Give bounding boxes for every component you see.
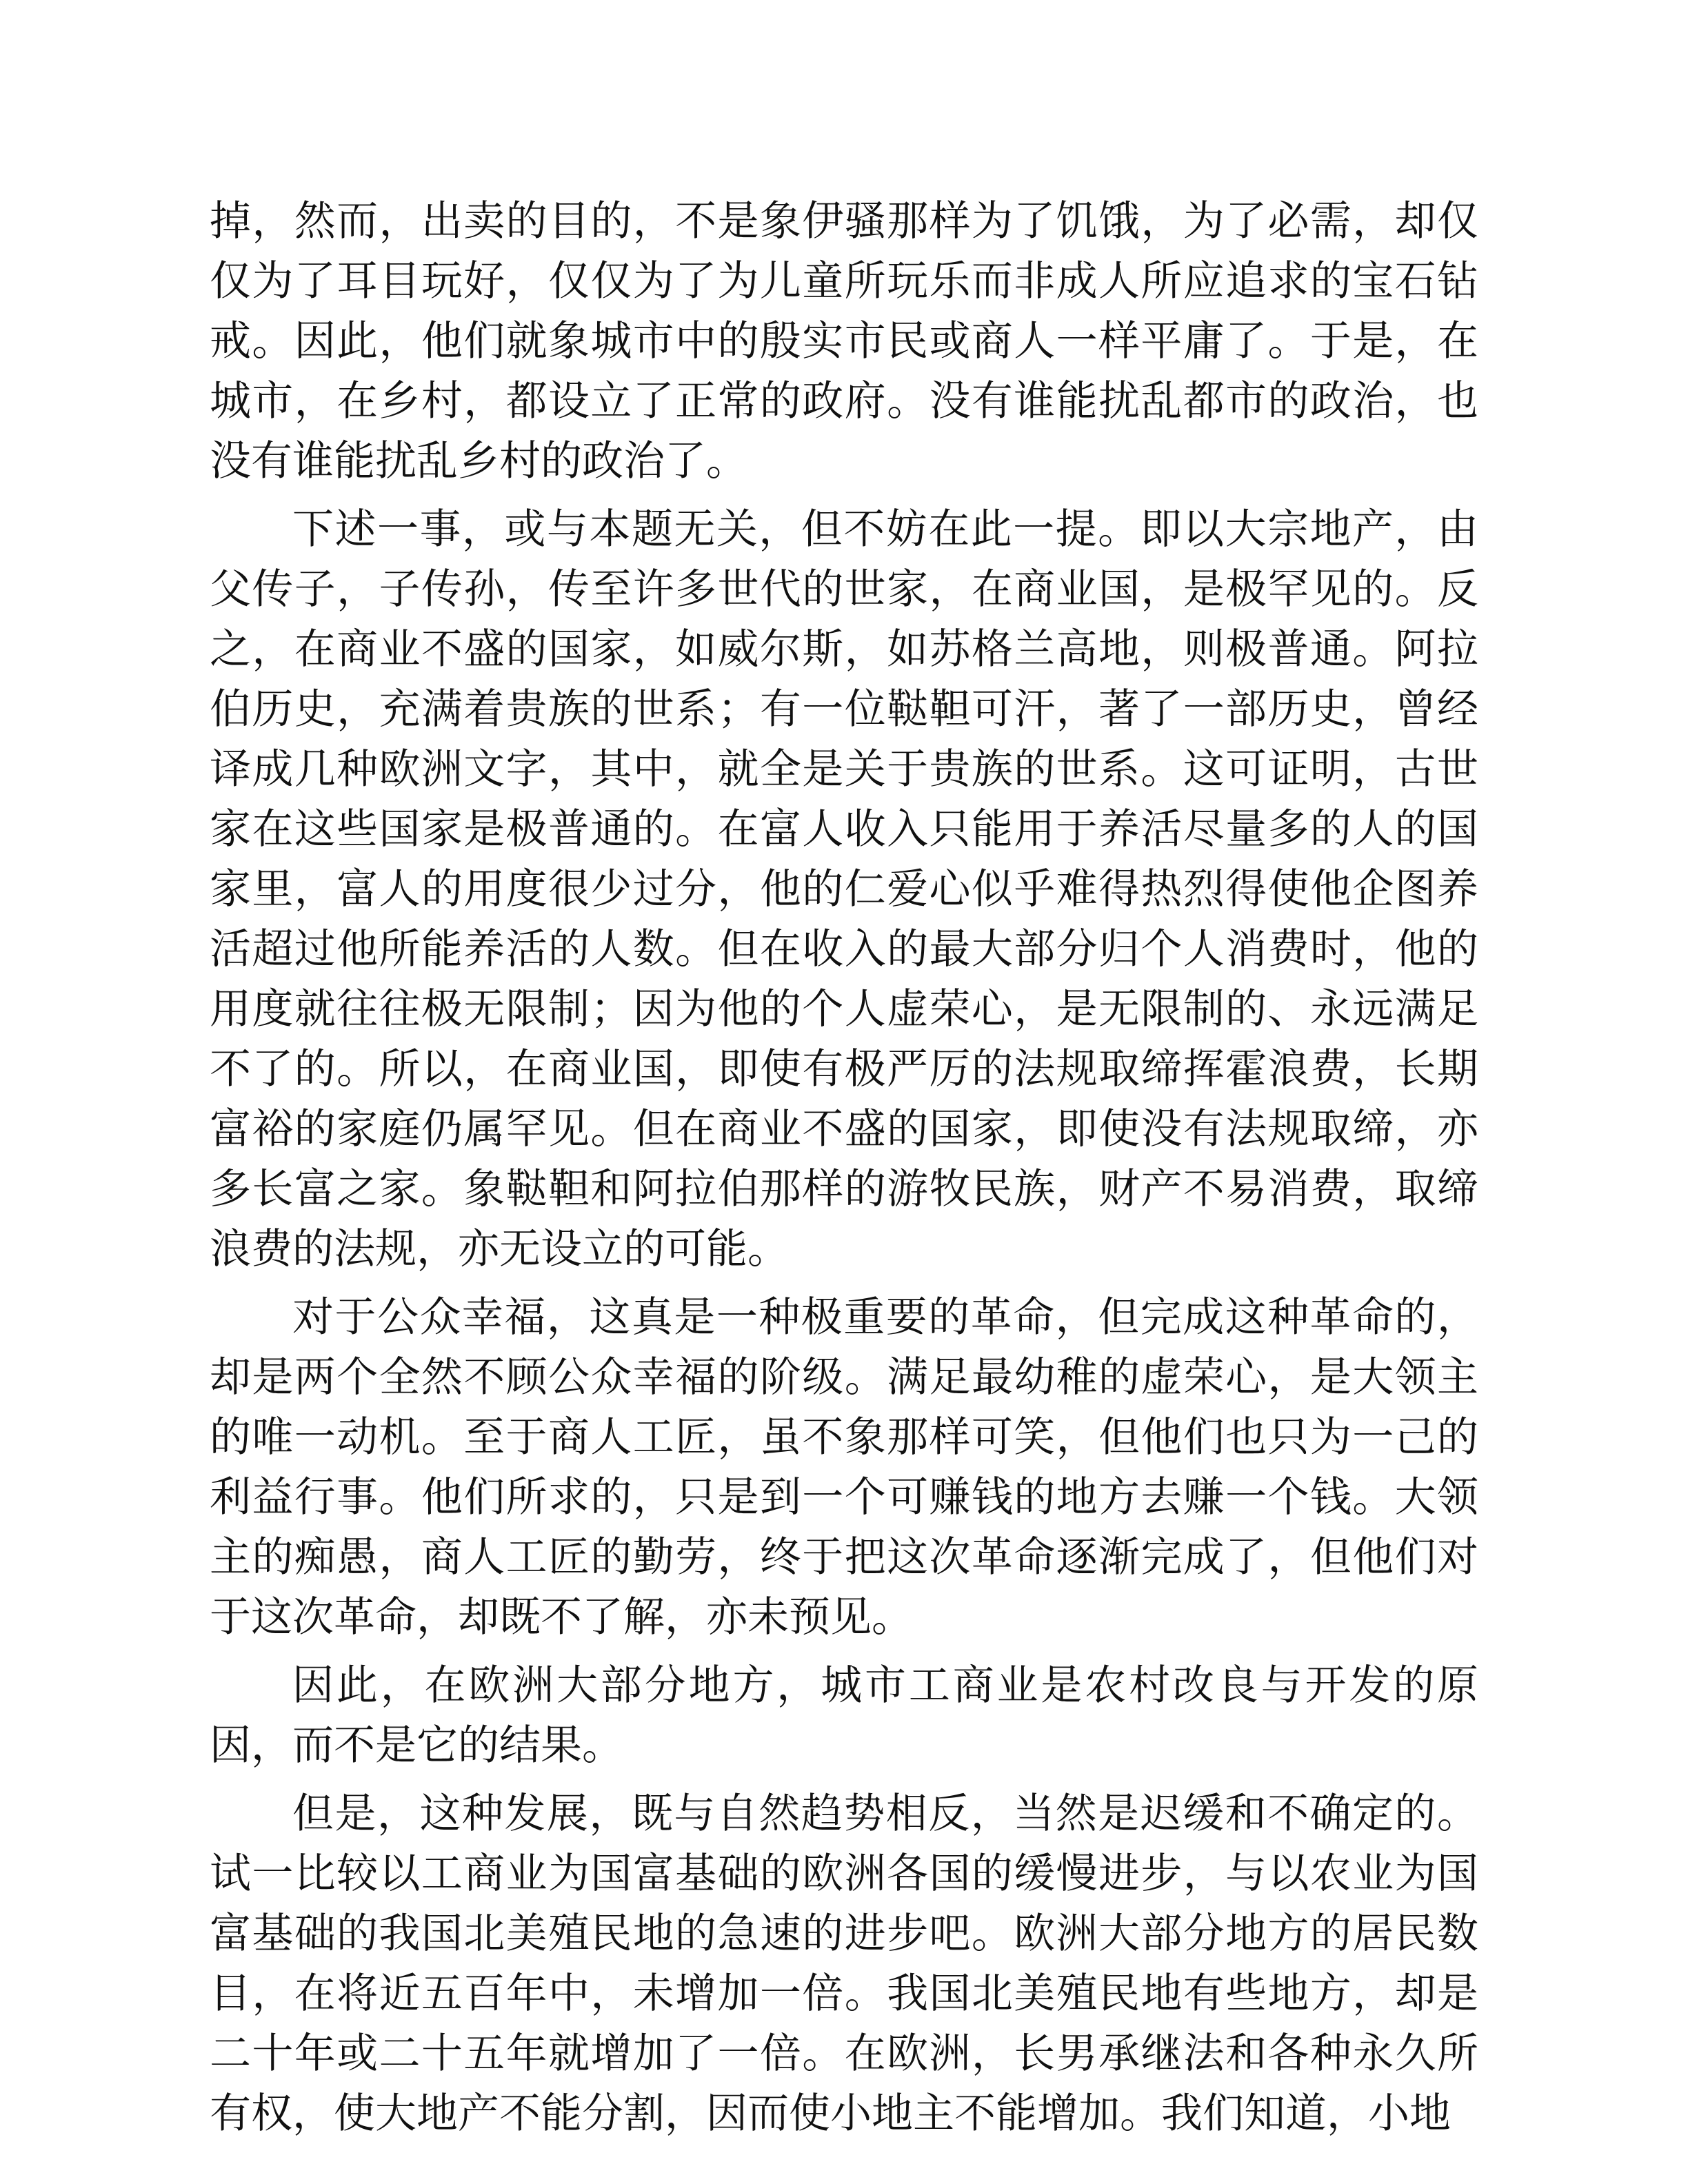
body-text: [210, 192, 1478, 2152]
paragraph: 但是，这种发展，既与自然趋势相反，当然是迟缓和不确定的。试一比较以工商业为国富基础的欧洲各国的缓慢进步，与以农业为国富基础的我国北美殖民地的急速的进步吧。欧洲大部分地方的居民数目，在将近五百年中，未增加一倍。我国北美殖民地有些地方，却是二十年或二十五年就增加了一倍。在欧洲，长男承继法和各种永久所有权，使大地产不能分割，因而使小地主不能增加。我们知道，小地: [210, 1790, 1478, 2138]
paragraph: 下述一事，或与本题无关，但不妨在此一提。即以大宗地产，由父传子，子传孙，传至许多世代的世家，在商业国，是极罕见的。反之，在商业不盛的国家，如威尔斯，如苏格兰高地，则极普通。阿拉伯历史，充满着贵族的世系；有一位鞑靼可汗，著了一部历史，曾经译成几种欧洲文字，其中，就全是关于贵族的世系。这可证明，古世家在这些国家是极普通的。在富人收入只能用于养活尽量多的人的国家里，富人的用度很少过分，他的仁爱心似乎难得热烈得使他企图养活超过他所能养活的人数。但在收入的最大部分归个人消费时，他的用度就往往极无限制；因为他的个人虚荣心，是无限制的、永远满足不了的。所以，在商业国，即使有极严厉的法规取缔挥霍浪费，长期富裕的家庭仍属罕见。但在商业不盛的国家，即使没有法规取缔，亦多长富之家。象鞑靼和阿拉伯那样的游牧民族，财产不易消费，取缔浪费的法规，亦无设立的可能。: [210, 505, 1478, 1273]
paragraph: 因此，在欧洲大部分地方，城市工商业是农村改良与开发的原因，而不是它的结果。: [210, 1661, 1478, 1770]
paragraph-continued: 掉，然而，出卖的目的，不是象伊骚那样为了饥饿，为了必需，却仅仅为了耳目玩好，仅仅为了为儿童所玩乐而非成人所应追求的宝石钻戒。因此，他们就象城市中的殷实市民或商人一样平庸了。于是，在城市，在乡村，都设立了正常的政府。没有谁能扰乱都市的政治，也没有谁能扰乱乡村的政治了。: [210, 197, 1478, 485]
paragraph: 对于公众幸福，这真是一种极重要的革命，但完成这种革命的，却是两个全然不顾公众幸福的阶级。满足最幼稚的虚荣心，是大领主的唯一动机。至于商人工匠，虽不象那样可笑，但他们也只为一己的利益行事。他们所求的，只是到一个可赚钱的地方去赚一个钱。大领主的痴愚，商人工匠的勤劳，终于把这次革命逐渐完成了，但他们对于这次革命，却既不了解，亦未预见。: [210, 1293, 1478, 1641]
